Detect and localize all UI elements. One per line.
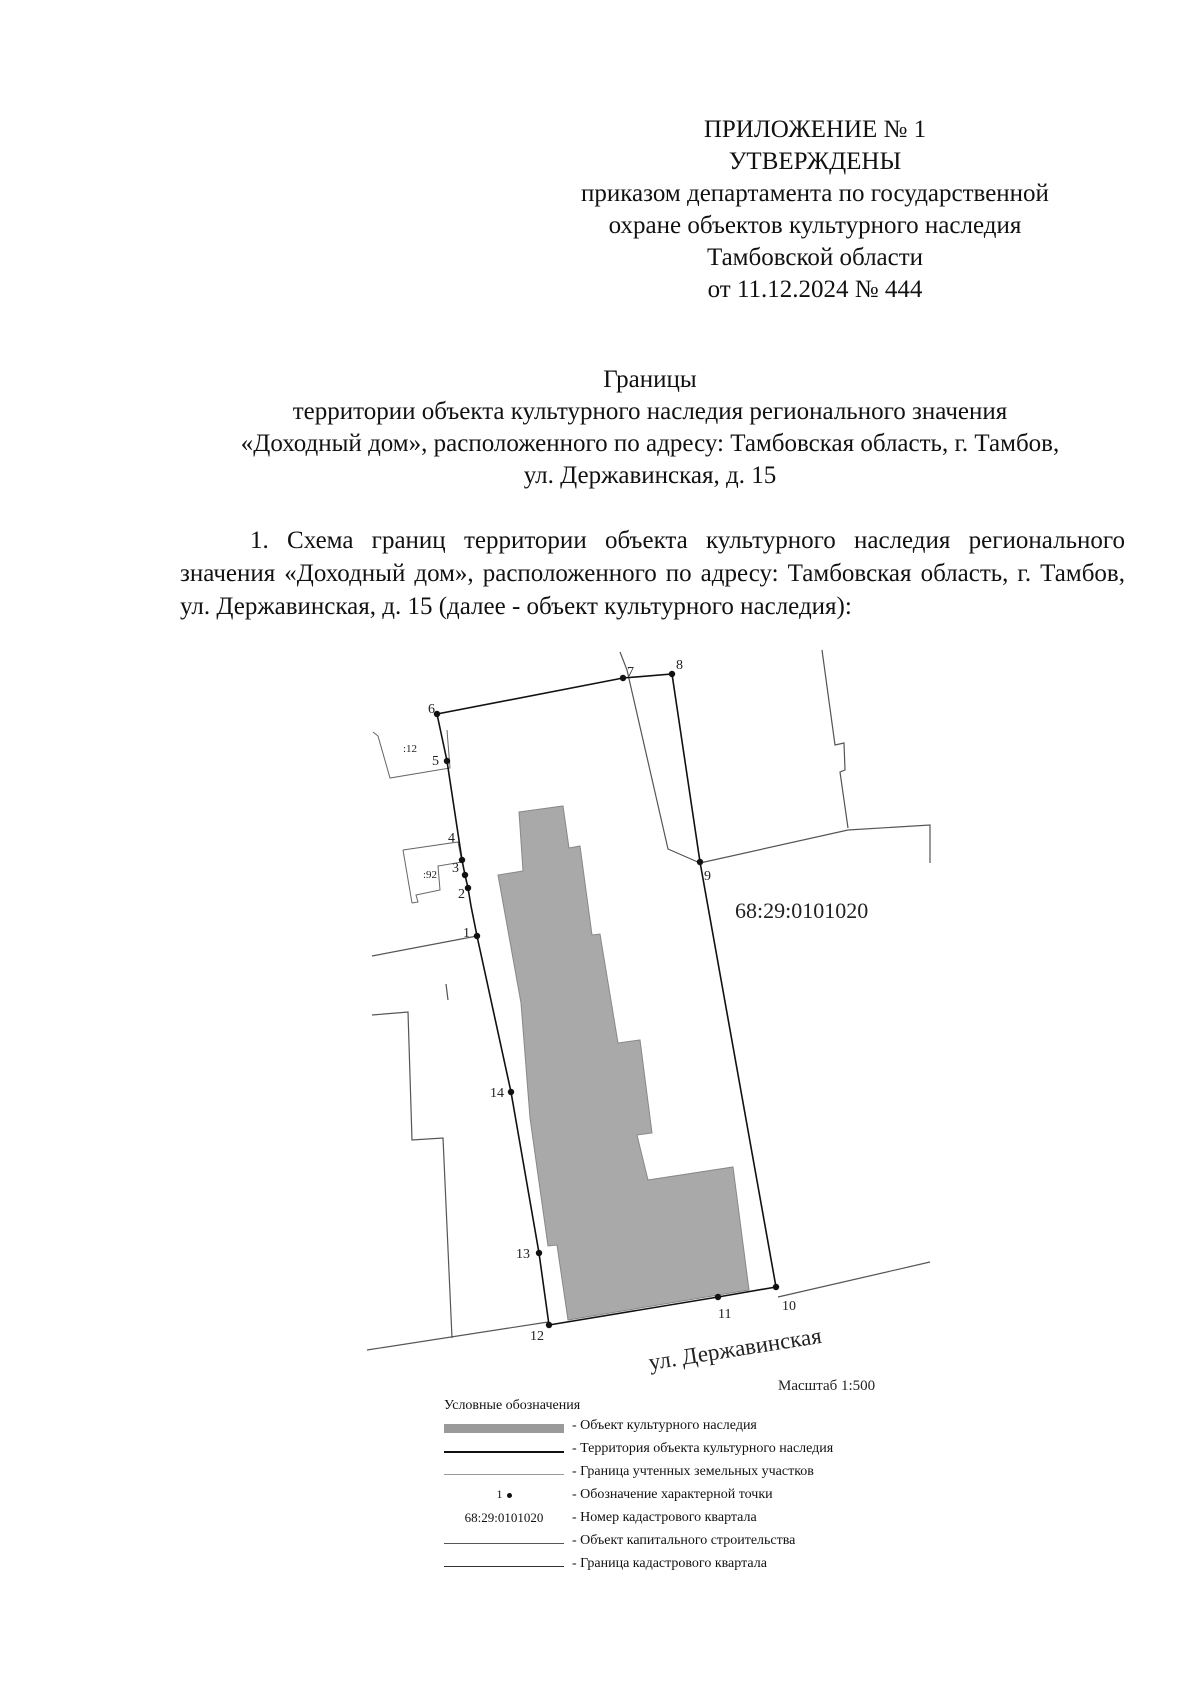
point-label-14: 14 xyxy=(490,1086,504,1101)
point-2 xyxy=(465,885,471,891)
point-13 xyxy=(536,1250,542,1256)
title-line-3: «Доходный дом», расположенного по адресу: Тамбовская область, г. Тамбов, xyxy=(240,430,1060,457)
legend-title: Условные обозначения xyxy=(444,1398,581,1413)
document-title xyxy=(180,364,1120,492)
point-label-4: 4 xyxy=(448,831,455,846)
legend-item-label: - Граница учтенных земельных участков xyxy=(572,1464,814,1479)
point-12 xyxy=(546,1322,552,1328)
point-5 xyxy=(444,758,450,764)
neighbour-parcel-line xyxy=(446,984,448,1000)
point-11 xyxy=(715,1294,721,1300)
quarter-boundary-line xyxy=(367,1322,548,1350)
quarter-boundary-line xyxy=(778,1262,930,1297)
registered-parcels xyxy=(373,730,462,903)
point-label-3: 3 xyxy=(452,861,459,876)
appendix-number: ПРИЛОЖЕНИЕ № 1 xyxy=(703,116,927,143)
parcel-92-boundary xyxy=(403,850,412,903)
legend-item-label: - Объект капитального строительства xyxy=(572,1533,796,1548)
point-3 xyxy=(462,872,468,878)
point-8 xyxy=(669,671,675,677)
point-label-1: 1 xyxy=(463,926,470,941)
legend-point-number: 1 xyxy=(496,1487,503,1501)
legend-building-symbol xyxy=(444,1543,564,1544)
point-9 xyxy=(697,859,703,865)
neighbour-parcel-line xyxy=(620,652,700,863)
quarter-boundary-line xyxy=(372,936,477,956)
legend-parcel-symbol xyxy=(444,1474,564,1475)
street-name: ул. Державинская xyxy=(646,1322,824,1375)
point-dot-icon xyxy=(507,1493,512,1498)
order-line-2: охране объектов культурного наследия xyxy=(608,212,1022,239)
section-1-text: 1. Схема границ территории объекта культурного наследия регионального значения «Доходный дом», расположенного по адресу: Тамбовская область, г. Тамбов, ул. Державинская, д. 15 (далее - объект культурного наследия): xyxy=(180,527,1125,620)
title-line-4: ул. Державинская, д. 15 xyxy=(523,462,777,489)
legend-item-label: - Номер кадастрового квартала xyxy=(572,1510,757,1525)
title-line-1: Границы xyxy=(603,366,697,393)
boundary-scheme-map xyxy=(0,640,1200,1400)
legend-item-label: - Обозначение характерной точки xyxy=(572,1487,773,1502)
cadastral-quarter-number: 68:29:0101020 xyxy=(735,898,869,923)
point-label-2: 2 xyxy=(458,887,465,902)
legend-heritage-symbol xyxy=(444,1424,564,1433)
section-1-paragraph xyxy=(180,524,1125,623)
neighbour-parcel-line xyxy=(822,650,848,828)
map-scale: Масштаб 1:500 xyxy=(778,1378,876,1394)
legend-quarter-number-symbol: 68:29:0101020 xyxy=(464,1510,544,1525)
point-label-11: 11 xyxy=(718,1307,732,1322)
legend-item-label: - Объект культурного наследия xyxy=(572,1418,757,1433)
neighbour-parcel-line xyxy=(700,825,930,863)
order-line-3: Тамбовской области xyxy=(706,244,924,271)
approval-header xyxy=(520,114,1110,306)
point-7 xyxy=(620,675,626,681)
legend-item-label: - Граница кадастрового квартала xyxy=(572,1556,767,1571)
legend-item-label: - Территория объекта культурного наследия xyxy=(572,1441,834,1456)
heritage-object-footprint xyxy=(498,806,749,1320)
point-label-5: 5 xyxy=(432,754,439,769)
approved-label: УТВЕРЖДЕНЫ xyxy=(728,148,902,175)
point-label-6: 6 xyxy=(428,702,435,717)
parcel-12-boundary xyxy=(373,732,378,736)
legend-territory-symbol xyxy=(444,1451,564,1453)
parcel-label-12: :12 xyxy=(403,743,418,755)
point-label-8: 8 xyxy=(676,658,683,673)
legend-quarter-boundary-symbol xyxy=(444,1566,564,1567)
point-1 xyxy=(474,933,480,939)
point-label-7: 7 xyxy=(627,665,634,680)
title-line-2: территории объекта культурного наследия регионального значения xyxy=(292,398,1008,425)
order-date-number: от 11.12.2024 № 444 xyxy=(707,276,923,303)
parcel-label-92: :92 xyxy=(423,869,438,881)
point-14 xyxy=(508,1089,514,1095)
point-4 xyxy=(459,857,465,863)
point-label-12: 12 xyxy=(530,1329,544,1344)
neighbour-parcel-line xyxy=(372,1012,452,1338)
point-label-10: 10 xyxy=(782,1299,796,1314)
point-label-13: 13 xyxy=(516,1247,530,1262)
legend-point-symbol xyxy=(444,1487,564,1502)
point-label-9: 9 xyxy=(704,869,711,884)
point-10 xyxy=(773,1284,779,1290)
order-line-1: приказом департамента по государственной xyxy=(581,180,1049,207)
